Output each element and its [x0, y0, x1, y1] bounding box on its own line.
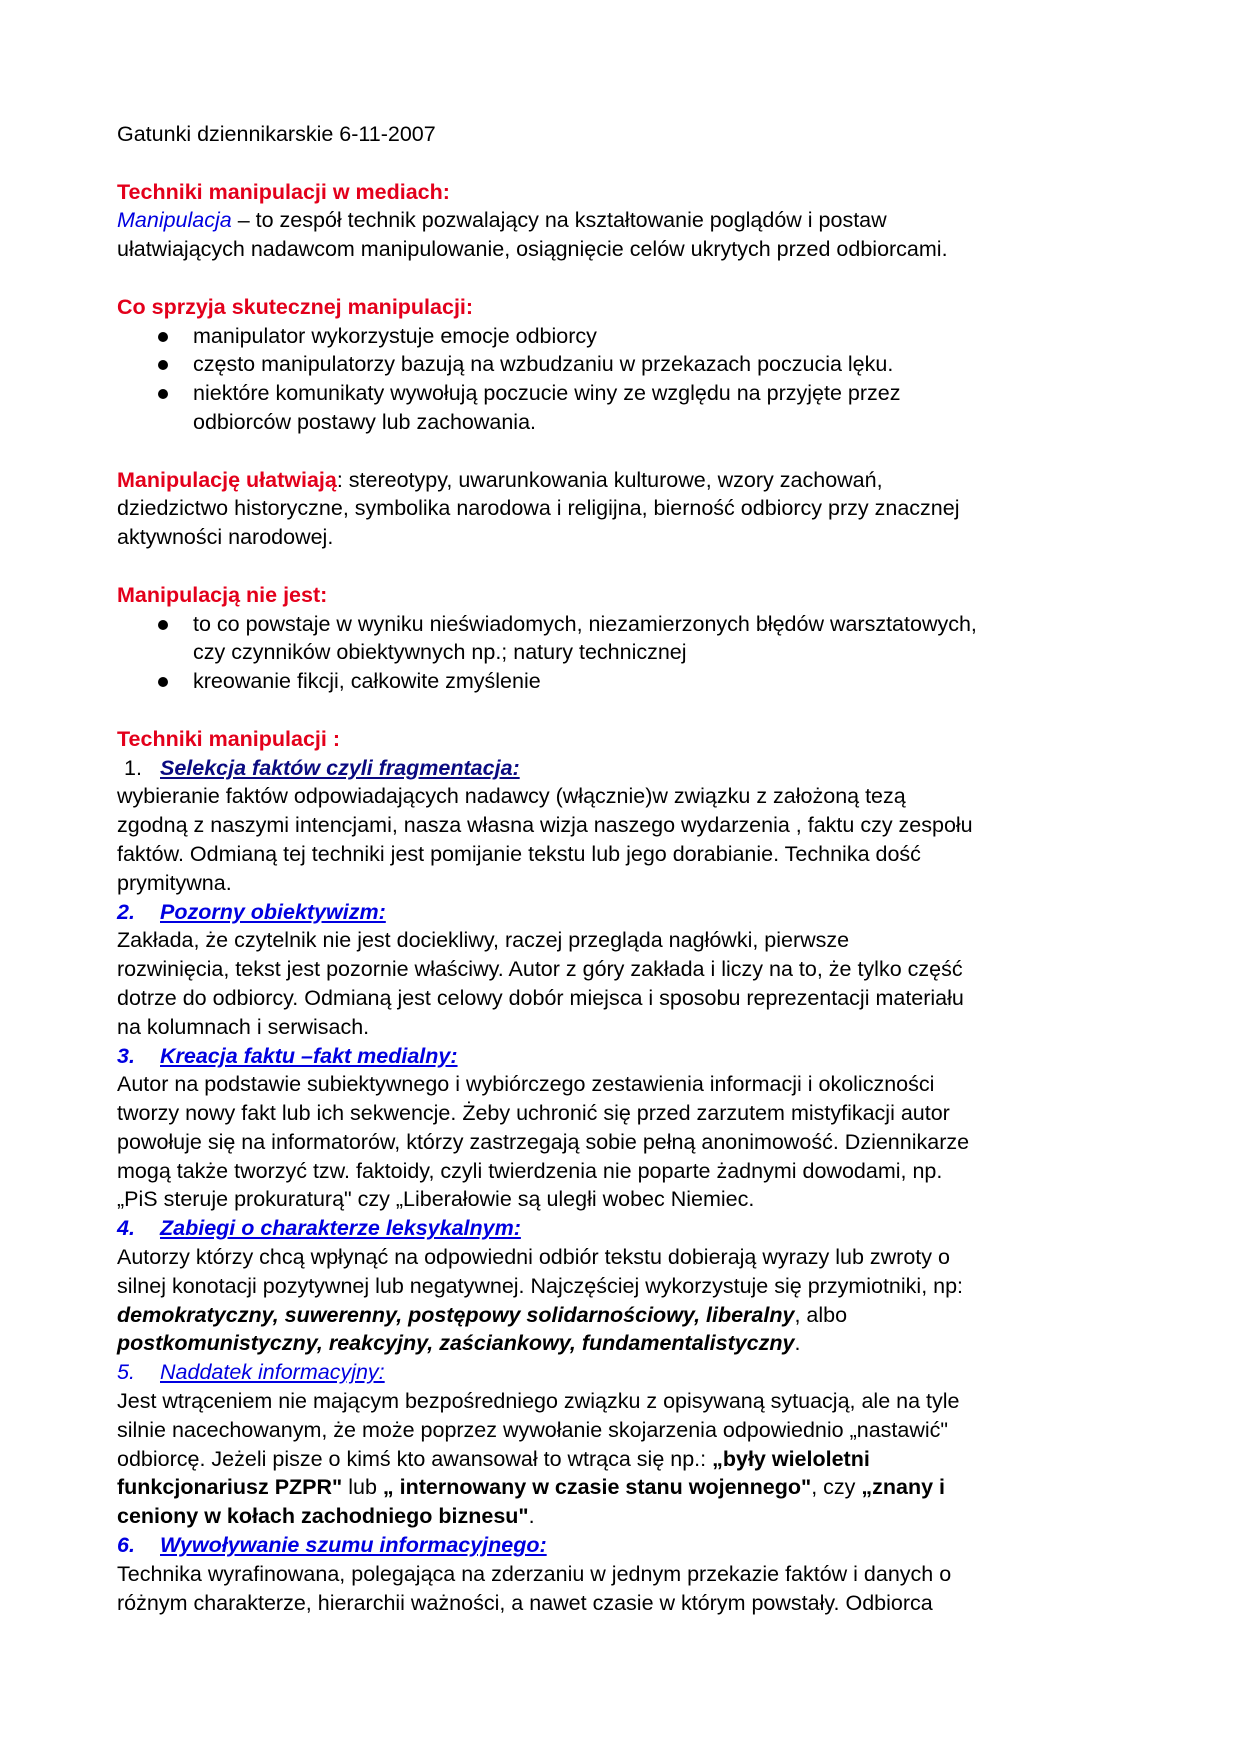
technique-number: 5.: [117, 1360, 135, 1385]
facilitators-text-line2: dziedzictwo historyczne, symbolika narodowa i religijna, bierność odbiorcy przy znacznej: [117, 496, 960, 521]
section-heading-techniques: Techniki manipulacji :: [117, 726, 341, 751]
technique-6-text: Technika wyrafinowana, polegająca na zderzaniu w jednym przekazie faktów i danych o: [117, 1561, 952, 1586]
technique-3-text: „PiS steruje prokuraturą" czy „Liberałowie są uległi wobec Niemiec.: [117, 1187, 755, 1212]
technique-title[interactable]: Kreacja faktu –fakt medialny:: [160, 1043, 458, 1068]
technique-3-text: powołuje się na informatorów, którzy zastrzegają sobie pełną anonimowość. Dziennikarze: [117, 1129, 970, 1154]
section-heading-what-favors: Co sprzyja skutecznej manipulacji:: [117, 294, 474, 319]
example-quote: ceniony w kołach zachodniego biznesu": [117, 1504, 529, 1529]
list-item-text-cont: odbiorców postawy lub zachowania.: [193, 409, 537, 434]
technique-2-text: dotrze do odbiorcy. Odmianą jest celowy dobór miejsca i sposobu reprezentacji materiału: [117, 985, 964, 1010]
example-quote: „były wieloletni: [712, 1446, 870, 1471]
technique-4-text: silnej konotacji pozytywnej lub negatywnej. Najczęściej wykorzystuje się przymiotniki, np:: [117, 1273, 964, 1298]
list-item-text: manipulator wykorzystuje emocje odbiorcy: [193, 323, 597, 348]
bullet-icon: [158, 332, 168, 342]
what-favors-list: [117, 322, 1117, 437]
example-quote: funkcjonariusz PZPR": [117, 1475, 343, 1500]
technique-5-text: [117, 1473, 1117, 1502]
technique-number: 4.: [117, 1216, 135, 1241]
technique-1-text: wybieranie faktów odpowiadających nadawcy (włącznie)w związku z założoną tezą: [117, 784, 906, 809]
section-heading-facilitators: Manipulację ułatwiają: [117, 467, 337, 492]
negative-adjectives: postkomunistyczny, reakcyjny, zaściankowy, fundamentalistyczny: [117, 1331, 795, 1356]
technique-5-text: [117, 1502, 1117, 1531]
list-item: [117, 610, 1117, 668]
technique-6-text: różnym charakterze, hierarchii ważności, a nawet czasie w którym powstały. Odbiorca: [117, 1590, 933, 1615]
technique-4-examples-negative: [117, 1329, 1117, 1358]
technique-title[interactable]: Selekcja faktów czyli fragmentacja:: [160, 755, 520, 780]
list-item: [117, 379, 1117, 437]
document-page: [117, 120, 1117, 1617]
technique-number: 2.: [117, 899, 135, 924]
technique-1-text: prymitywna.: [117, 870, 232, 895]
bullet-icon: [158, 389, 168, 399]
technique-1-heading: [117, 754, 1117, 783]
technique-2-text: rozwinięcia, tekst jest pozornie właściwy. Autor z góry zakłada i liczy na to, że tylko część: [117, 957, 963, 982]
technique-number: 6.: [117, 1533, 135, 1558]
list-item: [117, 322, 1117, 351]
technique-title[interactable]: Zabiegi o charakterze leksykalnym:: [160, 1216, 521, 1241]
technique-4-examples-positive: [117, 1301, 1117, 1330]
example-quote: „ internowany w czasie stanu wojennego": [382, 1475, 812, 1500]
list-item: [117, 667, 1117, 696]
list-item-text-cont: czy czynników obiektywnych np.; natury technicznej: [193, 640, 687, 665]
section-heading-not-manipulation: Manipulacją nie jest:: [117, 582, 328, 607]
technique-3-text: mogą także tworzyć tzw. faktoidy, czyli twierdzenia nie poparte żadnymi dowodami, np.: [117, 1158, 943, 1183]
manipulation-definition: [117, 206, 1117, 235]
facilitators-text-line3: aktywności narodowej.: [117, 525, 334, 550]
bullet-icon: [158, 360, 168, 370]
technique-title[interactable]: Pozorny obiektywizm:: [160, 899, 386, 924]
technique-5-text: [117, 1445, 1117, 1474]
text-tail: .: [794, 1331, 801, 1356]
technique-4-text: Autorzy którzy chcą wpłynąć na odpowiedni odbiór tekstu dobierają wyrazy lub zwroty o: [117, 1245, 950, 1270]
facilitators-text: : stereotypy, uwarunkowania kulturowe, wzory zachowań,: [336, 467, 883, 492]
term-manipulacja: Manipulacja: [117, 208, 232, 233]
text-tail: .: [528, 1504, 535, 1529]
technique-2-text: Zakłada, że czytelnik nie jest dociekliwy, raczej przegląda nagłówki, pierwsze: [117, 928, 850, 953]
positive-adjectives: demokratyczny, suwerenny, postępowy solidarnościowy, liberalny: [117, 1302, 795, 1327]
bullet-icon: [158, 677, 168, 687]
text-plain: odbiorcę. Jeżeli pisze o kimś kto awansował to wtrąca się np.:: [117, 1446, 713, 1471]
text-plain: , czy: [811, 1475, 862, 1500]
technique-1-text: faktów. Odmianą tej techniki jest pomijanie tekstu lub jego dorabianie. Technika dość: [117, 841, 921, 866]
technique-1-text: zgodną z naszymi intencjami, nasza własna wizja naszego wydarzenia , faktu czy zespołu: [117, 813, 973, 838]
definition-text-line2: ułatwiających nadawcom manipulowanie, osiągnięcie celów ukrytych przed odbiorcami.: [117, 237, 948, 262]
section-heading-techniques-in-media: Techniki manipulacji w mediach:: [117, 179, 450, 204]
text-plain: lub: [342, 1475, 383, 1500]
technique-number: 3.: [117, 1043, 135, 1068]
facilitators-paragraph: [117, 466, 1117, 495]
technique-number: 1.: [124, 755, 142, 780]
list-item-text: niektóre komunikaty wywołują poczucie winy ze względu na przyjęte przez: [193, 381, 901, 406]
list-item-text: to co powstaje w wyniku nieświadomych, niezamierzonych błędów warsztatowych,: [193, 611, 977, 636]
list-item-text: kreowanie fikcji, całkowite zmyślenie: [193, 669, 541, 694]
example-quote: „znany i: [861, 1475, 946, 1500]
technique-6-heading: [117, 1531, 1117, 1560]
not-manipulation-list: [117, 610, 1117, 696]
technique-4-heading: [117, 1214, 1117, 1243]
technique-3-text: tworzy nowy fakt lub ich sekwencje. Żeby uchronić się przed zarzutem mistyfikacji autor: [117, 1101, 950, 1126]
technique-5-text: silnie nacechowanym, że może poprzez wywołanie skojarzenia odpowiednio „nastawić": [117, 1417, 949, 1442]
bullet-icon: [158, 620, 168, 630]
list-item-text: często manipulatorzy bazują na wzbudzaniu w przekazach poczucia lęku.: [193, 352, 894, 377]
technique-title[interactable]: Naddatek informacyjny:: [160, 1360, 385, 1385]
technique-2-heading: [117, 898, 1117, 927]
technique-title[interactable]: Wywoływanie szumu informacyjnego:: [160, 1533, 547, 1558]
technique-2-text: na kolumnach i serwisach.: [117, 1014, 370, 1039]
document-title: Gatunki dziennikarskie 6-11-2007: [117, 122, 436, 146]
list-item: [117, 350, 1117, 379]
technique-5-text: Jest wtrąceniem nie mającym bezpośredniego związku z opisywaną sytuacją, ale na tyle: [117, 1389, 960, 1414]
definition-text: – to zespół technik pozwalający na kształtowanie poglądów i postaw: [231, 208, 887, 233]
technique-3-text: Autor na podstawie subiektywnego i wybiórczego zestawienia informacji i okoliczności: [117, 1072, 935, 1097]
technique-3-heading: [117, 1042, 1117, 1071]
text-tail: , albo: [794, 1302, 848, 1327]
technique-5-heading: [117, 1358, 1117, 1387]
